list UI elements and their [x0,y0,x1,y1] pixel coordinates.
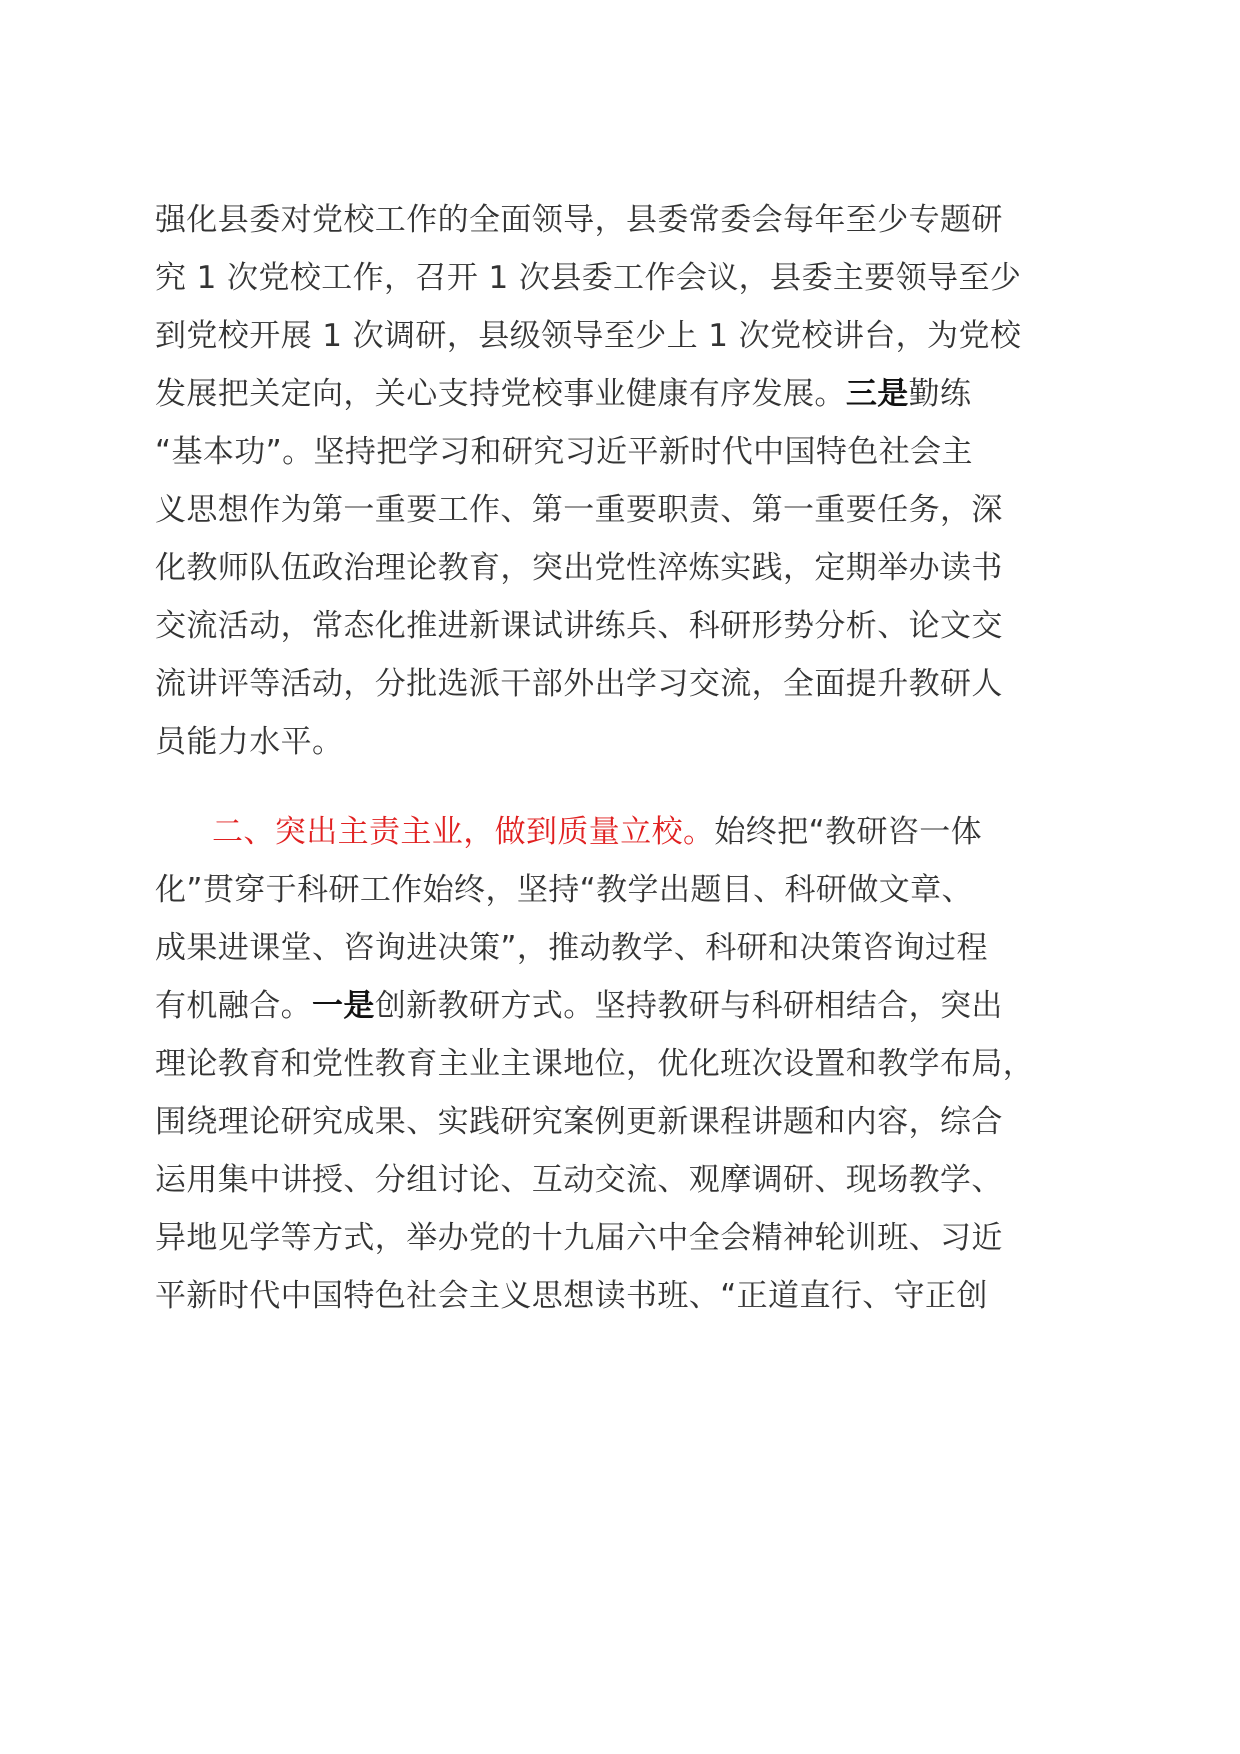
text-line: 围绕理论研究成果、实践研究案例更新课程讲题和内容，综合 [155,1104,1003,1140]
text-run: 勤练 [908,376,972,412]
bold-label: 三是 [845,376,909,412]
section-heading: 二、突出主责主业，做到质量立校。 [212,814,715,850]
text-line: 究 1 次党校工作，召开 1 次县委工作会议，县委主要领导至少 [155,260,1022,296]
text-line: 流讲评等活动，分批选派干部外出学习交流，全面提升教研人 [155,666,1003,702]
text-line: 异地见学等方式，举办党的十九届六中全会精神轮训班、习近 [155,1220,1003,1256]
text-line: 义思想作为第一重要工作、第一重要职责、第一重要任务，深 [155,492,1003,528]
bold-label: 一是 [312,988,375,1024]
text-line: 员能力水平。 [155,724,344,760]
text-line: 平新时代中国特色社会主义思想读书班、“正道直行、守正创 [155,1278,988,1314]
text-line [155,976,1095,1036]
text-line: 强化县委对党校工作的全面领导，县委常委会每年至少专题研 [155,202,1003,238]
text-line: 理论教育和党性教育主业主课地位，优化班次设置和教学布局， [155,1046,1035,1082]
text-line: 化”贯穿于科研工作始终，坚持“教学出题目、科研做文章、 [155,872,973,908]
text-line [155,364,1095,424]
text-line [212,802,1102,862]
text-line: 到党校开展 1 次调研，县级领导至少上 1 次党校讲台，为党校 [155,318,1022,354]
text-run: 始终把“教研咨一体 [714,814,983,850]
text-line: 运用集中讲授、分组讨论、互动交流、观摩调研、现场教学、 [155,1162,1003,1198]
text-run: 发展把关定向，关心支持党校事业健康有序发展。 [155,376,846,412]
text-line: 交流活动，常态化推进新课试讲练兵、科研形势分析、论文交 [155,608,1003,644]
text-line: “基本功”。坚持把学习和研究习近平新时代中国特色社会主 [155,434,973,470]
text-line: 化教师队伍政治理论教育，突出党性淬炼实践，定期举办读书 [155,550,1003,586]
text-run: 创新教研方式。坚持教研与科研相结合，突出 [374,988,1003,1024]
text-line: 成果进课堂、咨询进决策”，推动教学、科研和决策咨询过程 [155,930,988,966]
text-run: 有机融合。 [155,988,312,1024]
